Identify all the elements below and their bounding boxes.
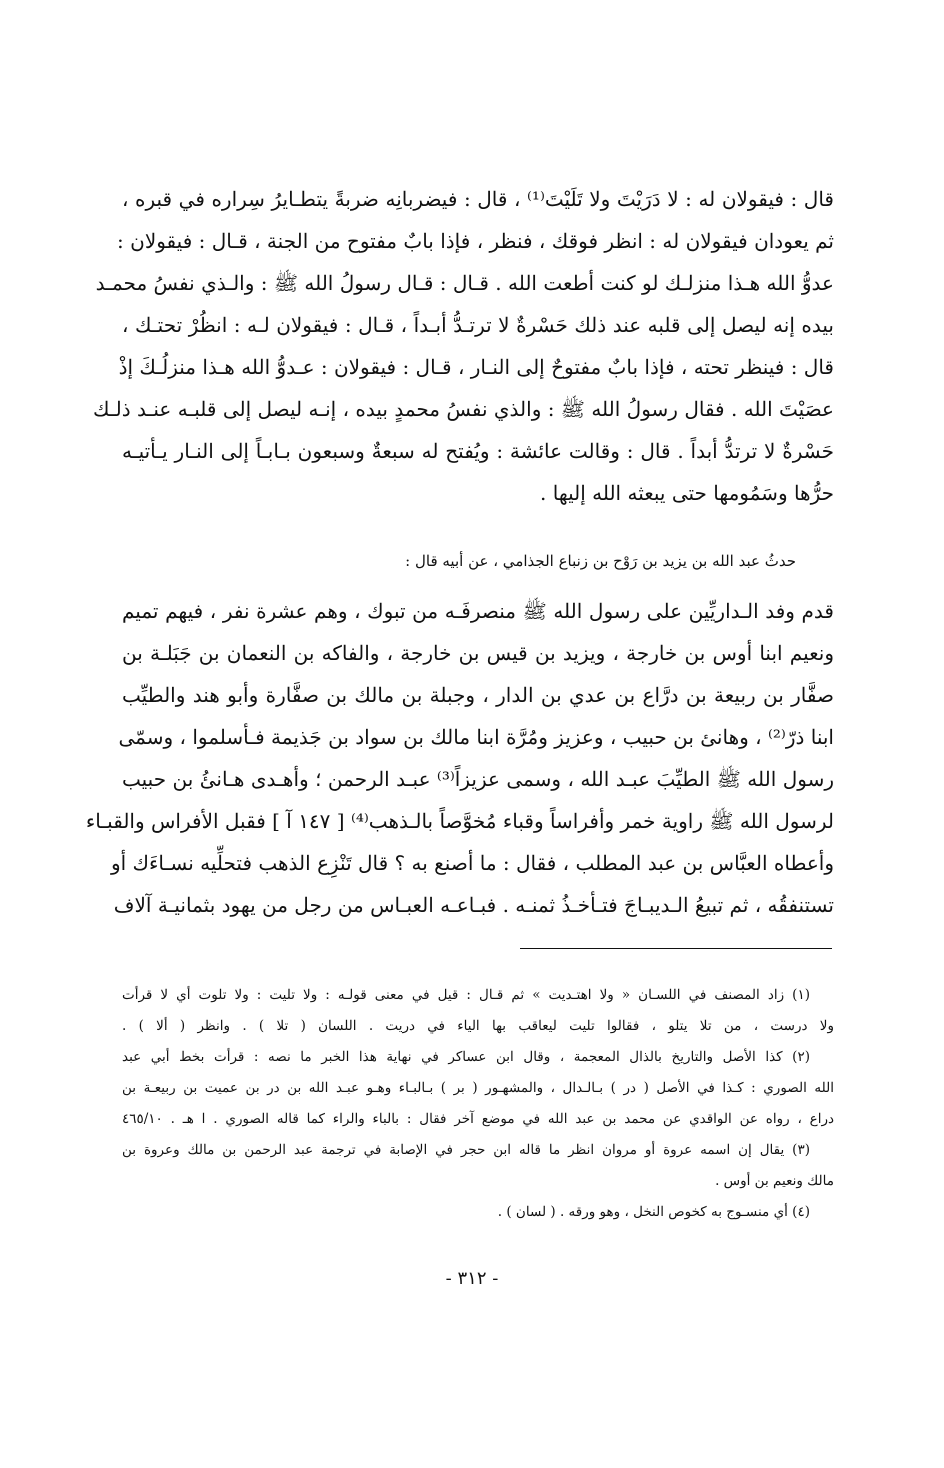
text-line: حرُّها وسَمُومها حتى يبعثه الله إليها . [540, 481, 834, 505]
footnote-separator [520, 948, 832, 949]
main-paragraph-1 [92, 178, 835, 514]
text-line: صفَّار بن ربيعة بن درَّاع بن عدي بن الدار ، وجبلة بن مالك بن صفَّارة وأبو هند والطيِّب [122, 683, 834, 707]
text-line: تستنفقُه ، ثم تبيعُ الـديبـاجَ فتـأخـذُ ثمنـه . فبـاعـه العبـاس من رجل من يهود بثمانيـة آلاف [113, 893, 834, 917]
footnote-line: ولا درست ، من تلا يتلو ، فقالوا تليت ليعاقب بها الياء في دريت . اللسان ( تلا ) . وانظر ( ألا ) . [122, 1018, 834, 1034]
text-line: رسول الله ﷺ الطيِّبَ عبـد الله ، وسمى عزيزاً⁽³⁾ عبـد الرحمن ؛ وأهـدى هـانئُ بن حبيب [122, 767, 834, 791]
text-line: ونعيم ابنا أوس بن خارجة ، ويزيد بن قيس بن خارجة ، والفاكه بن النعمان بن جَبَلـة بن [122, 641, 834, 665]
footnote-line: (٤) أي منسـوج به كخوص النخل ، وهو ورقه . ( لسان ) . [497, 1204, 810, 1220]
text-line: حَسْرةٌ لا ترتدُّ أبداً . قال : وقالت عائشة : ويُفتح له سبعةٌ وسبعون بـابـاً إلى النـار يـأتيـه [122, 439, 834, 463]
text-line: لرسول الله ﷺ راوية خمر وأفراساً وقباء مُخوَّصاً بالـذهب⁽⁴⁾ [ ١٤٧ آ ] فقبل الأفراس والقبـاء [85, 809, 834, 833]
footnote-line: (٢) كذا الأصل والتاريخ بالذال المعجمة ، وقال ابن عساكر في نهاية هذا الخبر ما نصه : قرأت بخط أبي عبد [122, 1049, 810, 1065]
text-line: ابنا ذرّ⁽²⁾ ، وهانئ بن حبيب ، وعزيز ومُرَّة ابنا مالك بن سواد بن جَذيمة فـأسلموا ، وسمّى [118, 725, 834, 749]
main-paragraph-2 [85, 590, 834, 926]
text-line: وأعطاه العبَّاس بن عبد المطلب ، فقال : ما أصنع به ؟ قال تَنْزِع الذهب فتحلِّيه نسـاءَك أو [110, 851, 834, 875]
footnote-line: مالك ونعيم بن أوس . [715, 1173, 834, 1189]
text-line: عصَيْتَ الله . فقال رسولُ الله ﷺ : والذي نفسُ محمدٍ بيده ، إنـه ليصل إلى قلبـه عنـد ذلـك [92, 397, 834, 421]
text-line: قال : فيقولان له : لا دَرَيْتَ ولا تَلَيْتَ⁽¹⁾ ، قال : فيضربانِه ضربةً يتطـايرُ سِراره في قبره ، [122, 187, 834, 211]
footnote-line: (٣) يقال إن اسمه عروة أو مروان انظر ما قاله ابن حجر في الإصابة في ترجمة عبد الرحمن بن مالك وعروة بن [122, 1142, 810, 1158]
footnote-line: دراع ، رواه عن الواقدي عن محمد بن عبد الله في موضع آخر فقال : بالباء والراء كما قاله الصوري . ا هـ . ٤٦٥/١٠ [122, 1111, 834, 1127]
section-heading: حدثُ عبد الله بن يزيد بن رَوْح بن زنباع الجذامي ، عن أبيه قال : [405, 552, 796, 570]
text-line: بيده إنه ليصل إلى قلبه عند ذلك حَسْرةٌ لا ترتـدُّ أبـداً ، قـال : فيقولان لـه : انظُرْ تحتـك ، [122, 313, 835, 337]
text-line: ثم يعودان فيقولان له : انظر فوقك ، فنظر ، فإذا بابٌ مفتوح من الجنة ، قـال : فيقولان : [117, 229, 834, 253]
text-line: قال : فينظر تحته ، فإذا بابٌ مفتوحٌ إلى النـار ، قـال : فيقولان : عـدوُّ الله هـذا منزلُـكَ إذْ [118, 355, 834, 379]
footnote-line: الله الصوري : كـذا في الأصل ( در ) بـالـدال ، والمشهـور ( بر ) بـالبـاء وهـو عبـد الله بن در بن عميت بن ربيعـة بن [122, 1080, 834, 1096]
footnote-line: (١) زاد المصنف في اللسـان « ولا اهتـديت » ثم قـال : قيل في معنى قولـه : ولا تليت : ولا تلوت أي لا قرأت [122, 987, 810, 1003]
text-line: قدم وفد الـداريِّين على رسول الله ﷺ منصرفَـه من تبوك ، وهم عشرة نفر ، فيهم تميم [122, 599, 834, 623]
footnotes [122, 980, 834, 1228]
text-line: عدوُّ الله هـذا منزلـك لو كنت أطعت الله . قـال : قـال رسولُ الله ﷺ : والـذي نفسُ محمـد [95, 271, 834, 295]
page-number: - ٣١٢ - [445, 1268, 499, 1289]
